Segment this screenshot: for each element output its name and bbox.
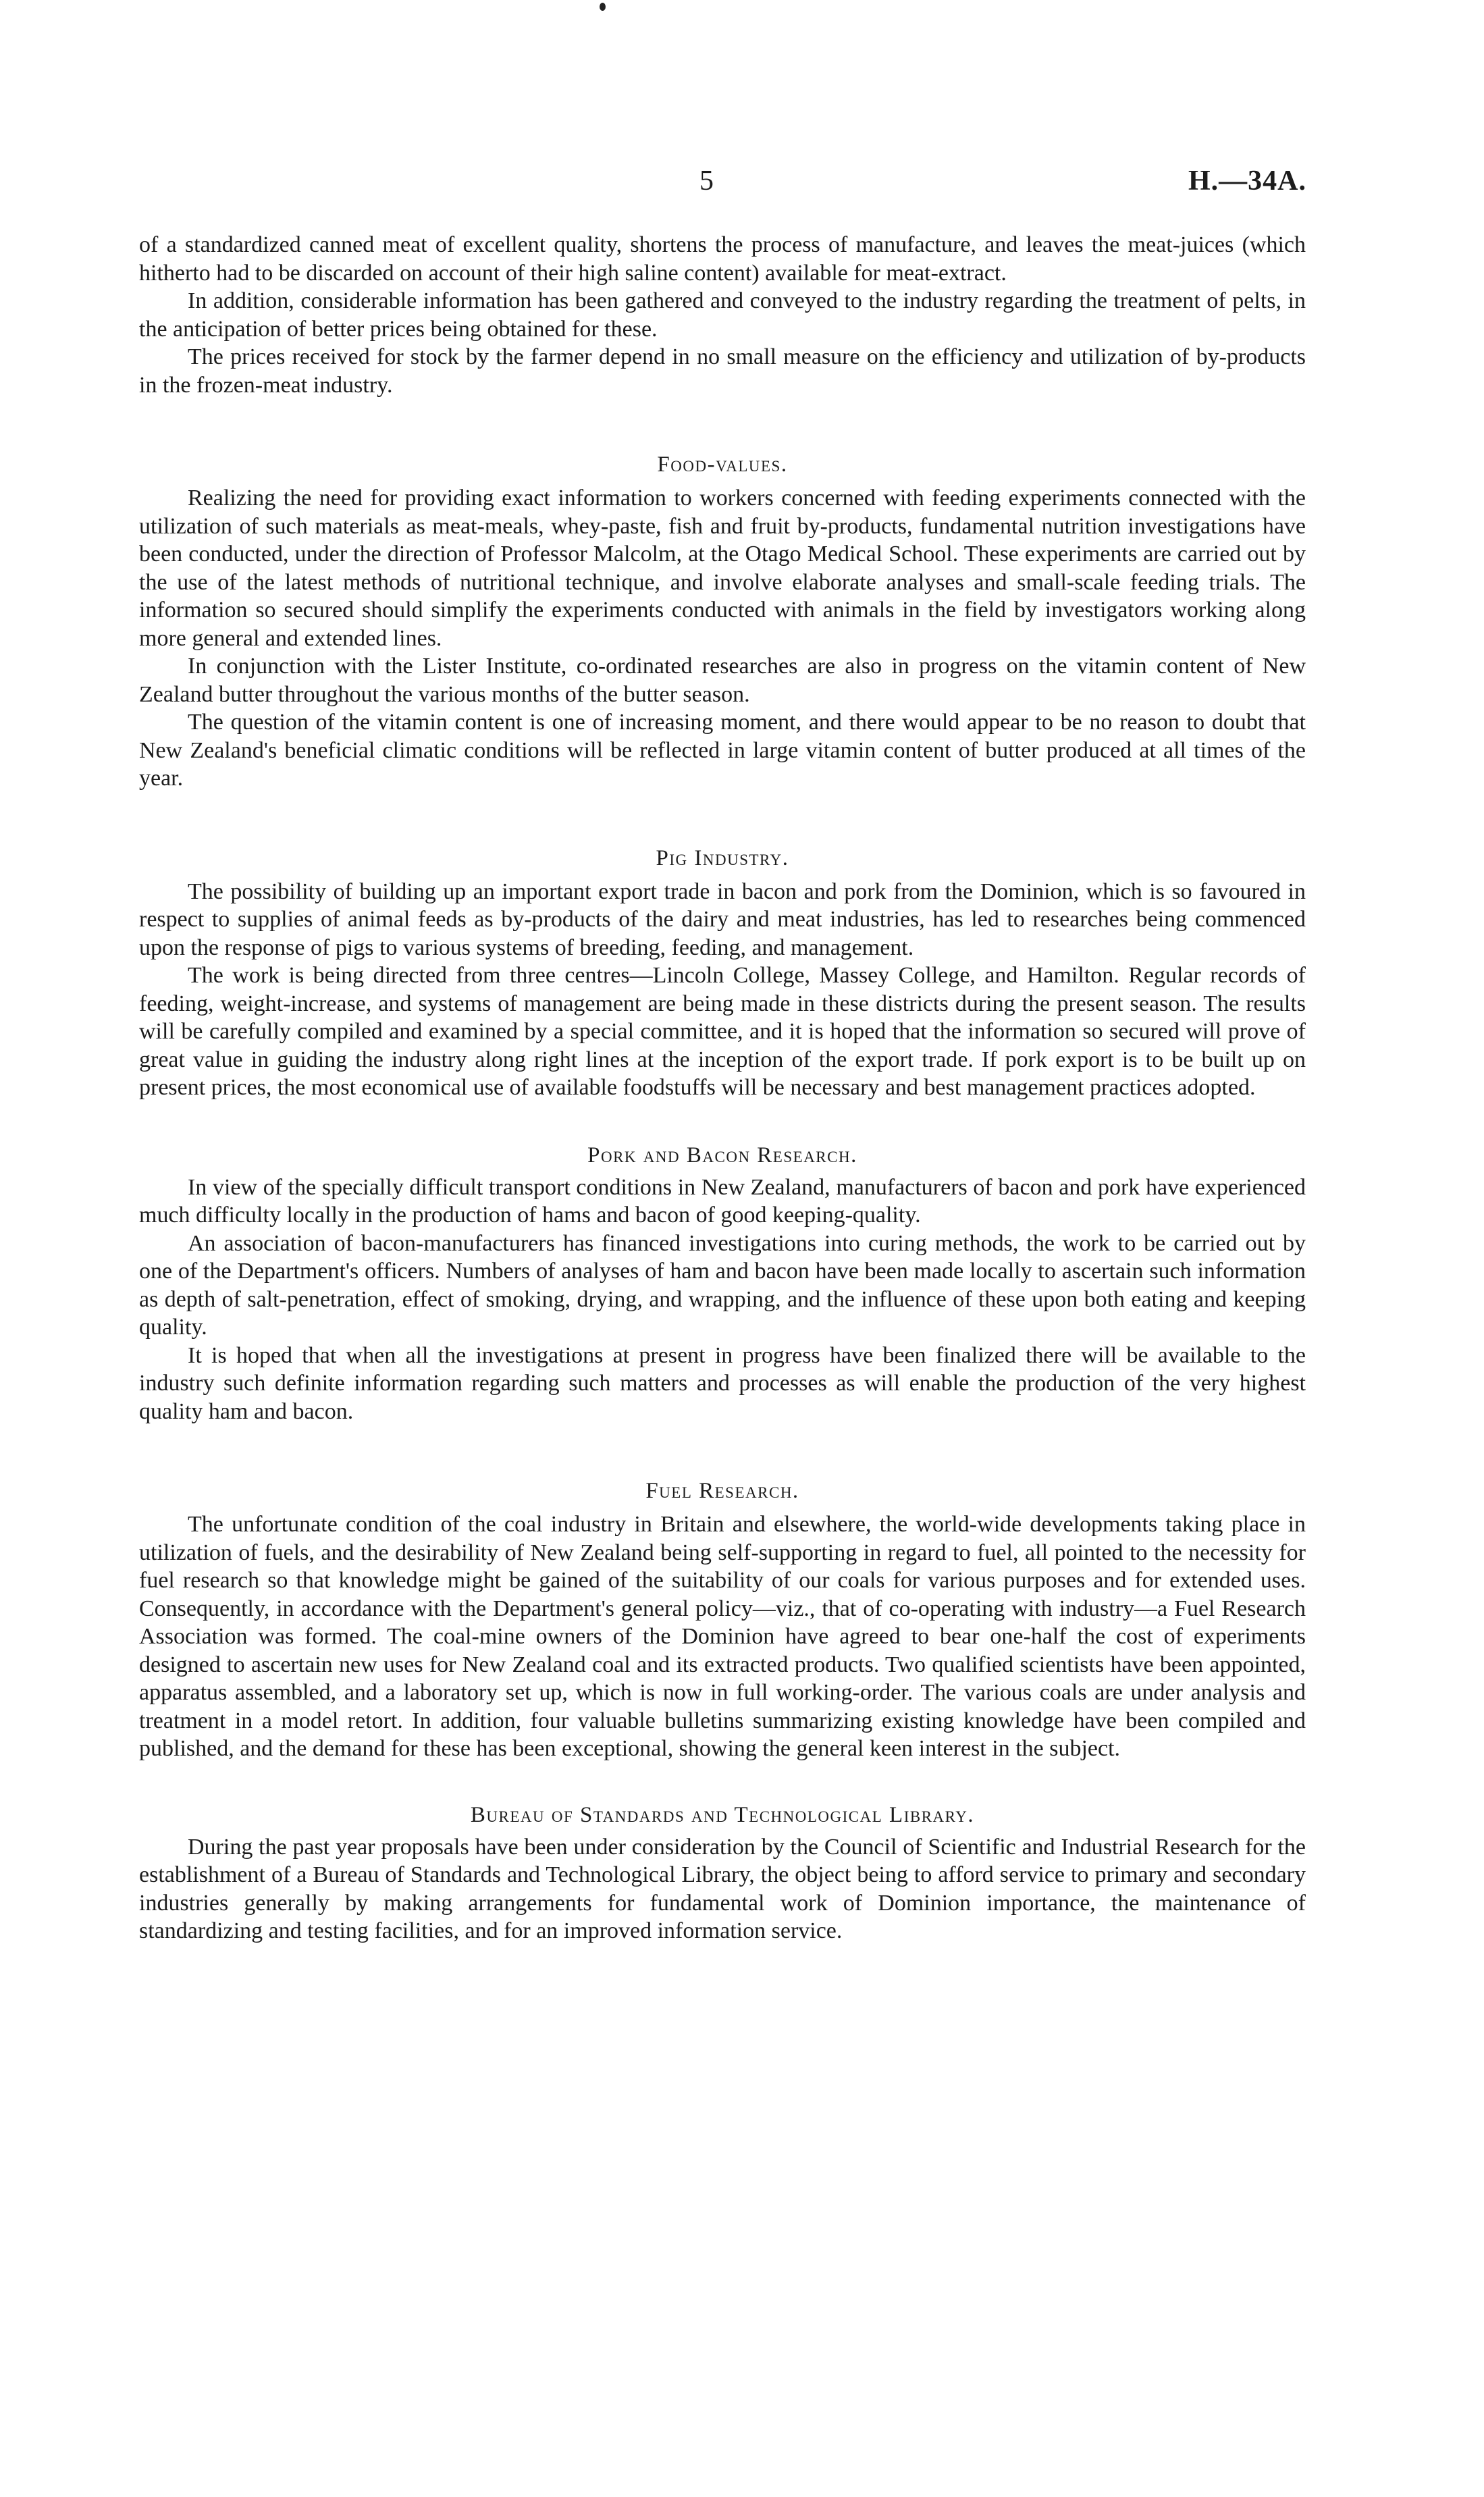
page-number: 5: [699, 165, 714, 196]
document-reference: H.—34A.: [1188, 165, 1306, 196]
intro-paragraph: of a standardized canned meat of excellent quality, shortens the process of manufacture, and leaves the meat-juices (which hitherto had to be discarded on account of their high saline content) available for meat-extract.: [139, 232, 1306, 286]
section-heading-food-values: Food-values.: [657, 452, 788, 477]
section-paragraph: During the past year proposals have been under consideration by the Council of Scientific and Industrial Research for the establishment of a Bureau of Standards and Technological Library, the object being to afford service to primary and secondary industries generally by making arrangements for fundamental work of Dominion importance, the maintenance of standardizing and testing facilities, and for an improved information service.: [139, 1834, 1306, 1943]
intro-paragraph: In addition, considerable information has been gathered and conveyed to the industry regarding the treatment of pelts, in the anticipation of better prices being obtained for these.: [139, 288, 1306, 342]
section-paragraph: It is hoped that when all the investigations at present in progress have been finalized there will be available to the industry such definite information regarding such matters and processes as will enable the production of the very highest quality ham and bacon.: [139, 1342, 1306, 1424]
section-heading-bureau-of-standards: Bureau of Standards and Technological Library.: [470, 1802, 975, 1827]
body-text: [139, 231, 1306, 1945]
section-heading-fuel-research: Fuel Research.: [645, 1479, 799, 1503]
section-paragraph: The possibility of building up an important export trade in bacon and pork from the Dominion, which is so favoured in respect to supplies of animal feeds as by-products of the dairy and meat industries, has led to researches being commenced upon the response of pigs to various systems of breeding, feeding, and management.: [139, 878, 1306, 960]
section-paragraph: An association of bacon-manufacturers has financed investigations into curing methods, the work to be carried out by one of the Department's officers. Numbers of analyses of ham and bacon have been made locally to ascertain such information as depth of salt-penetration, effect of smoking, drying, and wrapping, and the influence of these upon both eating and keeping quality.: [139, 1230, 1306, 1340]
section-paragraph: The work is being directed from three centres—Lincoln College, Massey College, and Hamilton. Regular records of feeding, weight-increase, and systems of management are being made in these districts during the present season. The results will be carefully compiled and examined by a special committee, and it is hoped that the information so secured will prove of great value in guiding the industry along right lines at the inception of the export trade. If pork export is to be built up on present prices, the most economical use of available foodstuffs will be necessary and best management practices adopted.: [139, 963, 1306, 1100]
print-speck: [600, 3, 606, 11]
section-heading-pig-industry: Pig Industry.: [656, 845, 789, 870]
running-header: [0, 165, 1484, 205]
section-paragraph: Realizing the need for providing exact information to workers concerned with feeding experiments connected with the utilization of such materials as meat-meals, whey-paste, fish and fruit by-products, fundamental nutrition investigations have been conducted, under the direction of Professor Malcolm, at the Otago Medical School. These experiments are carried out by the use of the latest methods of nutritional technique, and involve elaborate analyses and small-scale feeding trials. The information so secured should simplify the experiments conducted with animals in the field by investigators working along more general and extended lines.: [139, 485, 1306, 651]
intro-paragraph: The prices received for stock by the farmer depend in no small measure on the efficiency and utilization of by-products in the frozen-meat industry.: [139, 344, 1306, 398]
section-heading-pork-bacon-research: Pork and Bacon Research.: [587, 1142, 857, 1167]
section-paragraph: The question of the vitamin content is one of increasing moment, and there would appear to be no reason to doubt that New Zealand's beneficial climatic conditions will be reflected in large vitamin content of butter produced at all times of the year.: [139, 710, 1306, 791]
section-paragraph: In view of the specially difficult transport conditions in New Zealand, manufacturers of bacon and pork have experienced much difficulty locally in the production of hams and bacon of good keeping-quality.: [139, 1174, 1306, 1228]
section-paragraph: The unfortunate condition of the coal industry in Britain and elsewhere, the world-wide developments taking place in utilization of fuels, and the desirability of New Zealand being self-supporting in regard to fuel, all pointed to the necessity for fuel research so that knowledge might be gained of the suitability of our coals for various purposes and for extended uses. Consequently, in accordance with the Department's general policy—viz., that of co-operating with industry—a Fuel Research Association was formed. The coal-mine owners of the Dominion have agreed to bear one-half the cost of experiments designed to ascertain new uses for New Zealand coal and its extracted products. Two qualified scientists have been appointed, apparatus assembled, and a laboratory set up, which is now in full working-order. The various coals are under analysis and treatment in a model retort. In addition, four valuable bulletins summarizing existing knowledge have been compiled and published, and the demand for these has been exceptional, showing the general keen interest in the subject.: [139, 1512, 1306, 1761]
section-paragraph: In conjunction with the Lister Institute, co-ordinated researches are also in progress on the vitamin content of New Zealand butter throughout the various months of the butter season.: [139, 654, 1306, 707]
